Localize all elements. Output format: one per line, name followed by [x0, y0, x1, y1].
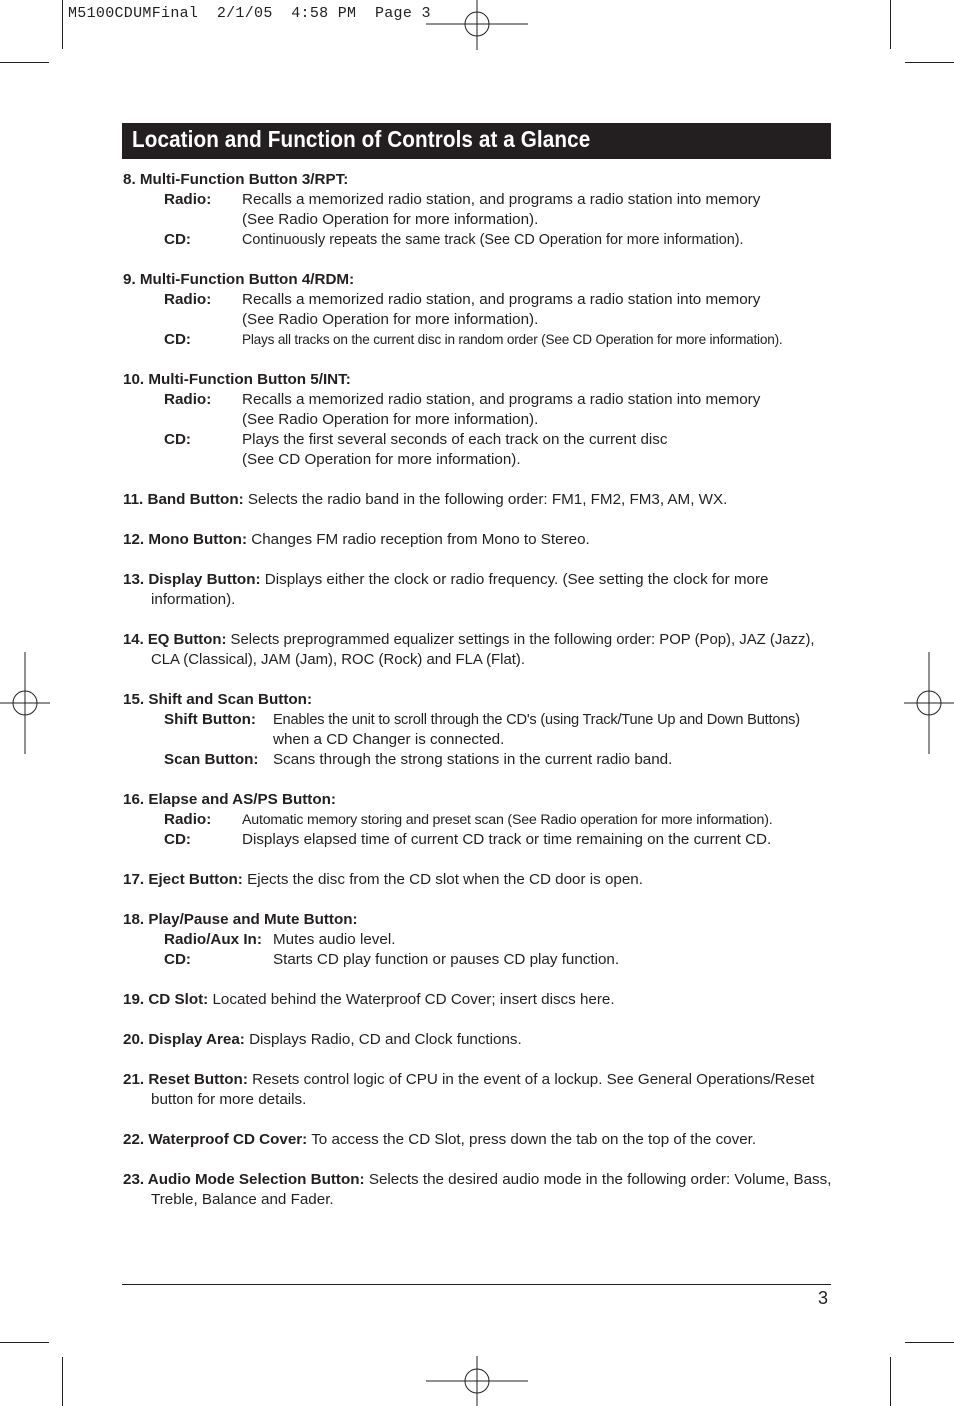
- row-text: [242, 830, 833, 850]
- list-item: [123, 1070, 833, 1110]
- crop-mark-tl-v: [62, 0, 63, 49]
- item-text: Ejects the disc from the CD slot when the CD door is open.: [247, 871, 643, 888]
- row-line: Recalls a memorized radio station, and programs a radio station into memory: [242, 191, 761, 208]
- crop-mark-bl-v: [62, 1357, 63, 1406]
- item-text: Selects preprogrammed equalizer settings in the following order: POP (Pop), JAZ (Jazz), CLA (Classical), JAM (Jam), ROC (Rock) and FLA (Flat).: [151, 632, 815, 668]
- item-row: [123, 190, 833, 230]
- item-text: Located behind the Waterproof CD Cover; insert discs here.: [212, 991, 615, 1008]
- crop-mark-bl-h: [0, 1342, 49, 1343]
- item-heading: 21. Reset Button:: [123, 1071, 248, 1088]
- list-item: [123, 870, 833, 890]
- page-title: Location and Function of Controls at a Glance: [132, 126, 591, 152]
- item-row: [123, 810, 833, 830]
- row-label: Radio:: [164, 291, 212, 308]
- row-text: [273, 950, 833, 970]
- row-line: Plays all tracks on the current disc in random order (See CD Operation for more information).: [242, 332, 783, 347]
- printer-slug: M5100CDUMFinal 2/1/05 4:58 PM Page 3: [68, 5, 431, 22]
- crop-mark-br-v: [890, 1357, 891, 1406]
- row-label: CD:: [164, 331, 191, 348]
- item-row: [123, 930, 833, 950]
- row-text: [242, 810, 833, 830]
- item-heading: 18. Play/Pause and Mute Button:: [123, 911, 358, 928]
- row-line: Starts CD play function or pauses CD play function.: [273, 951, 620, 968]
- list-item: [123, 370, 833, 470]
- item-heading: 11. Band Button:: [123, 491, 244, 508]
- row-line: Plays the first several seconds of each track on the current disc: [242, 431, 668, 448]
- list-item: [123, 1030, 833, 1050]
- row-line: when a CD Changer is connected.: [273, 731, 505, 748]
- crop-mark-br-h: [905, 1342, 954, 1343]
- list-item: [123, 1170, 833, 1210]
- item-row: [123, 710, 833, 750]
- row-text: [242, 330, 833, 350]
- list-item: [123, 530, 833, 550]
- item-heading: 12. Mono Button:: [123, 531, 248, 548]
- row-label: Radio:: [164, 391, 212, 408]
- list-item: [123, 690, 833, 770]
- item-heading: 17. Eject Button:: [123, 871, 243, 888]
- row-line: Scans through the strong stations in the current radio band.: [273, 751, 673, 768]
- row-line: (See CD Operation for more information).: [242, 451, 521, 468]
- registration-mark-right: [904, 652, 954, 754]
- row-label: CD:: [164, 431, 191, 448]
- row-label: Scan Button:: [164, 751, 259, 768]
- list-item: [123, 490, 833, 510]
- registration-mark-left: [0, 652, 50, 754]
- item-text: Changes FM radio reception from Mono to Stereo.: [251, 531, 590, 548]
- item-heading: 23. Audio Mode Selection Button:: [123, 1171, 365, 1188]
- row-label: Radio:: [164, 191, 212, 208]
- list-item: [123, 1130, 833, 1150]
- row-line: (See Radio Operation for more information).: [242, 311, 539, 328]
- row-text: [242, 290, 833, 330]
- item-heading: 8. Multi-Function Button 3/RPT:: [123, 171, 349, 188]
- row-line: Enables the unit to scroll through the CD's (using Track/Tune Up and Down Buttons): [273, 712, 800, 728]
- footer-rule: [122, 1284, 831, 1285]
- item-text: Resets control logic of CPU in the event of a lockup. See General Operations/Reset button for more details.: [151, 1071, 815, 1108]
- item-row: [123, 390, 833, 430]
- list-item: [123, 270, 833, 350]
- row-text: [273, 710, 833, 750]
- item-text: Selects the desired audio mode in the following order: Volume, Bass, Treble, Balance and Fader.: [151, 1171, 832, 1208]
- row-label: CD:: [164, 231, 191, 248]
- row-label: CD:: [164, 951, 191, 968]
- row-line: Automatic memory storing and preset scan (See Radio operation for more information).: [242, 812, 773, 828]
- item-row: [123, 230, 833, 250]
- crop-mark-tr-h: [905, 62, 954, 63]
- row-text: [242, 390, 833, 430]
- list-item: [123, 630, 833, 670]
- row-label: CD:: [164, 831, 191, 848]
- registration-mark-top: [426, 0, 528, 50]
- row-label: Shift Button:: [164, 711, 256, 728]
- item-row: [123, 830, 833, 850]
- row-text: [273, 930, 833, 950]
- item-heading: 10. Multi-Function Button 5/INT:: [123, 371, 351, 388]
- row-line: (See Radio Operation for more information).: [242, 211, 539, 228]
- row-text: [242, 190, 833, 230]
- row-line: (See Radio Operation for more information).: [242, 411, 539, 428]
- row-line: Recalls a memorized radio station, and programs a radio station into memory: [242, 291, 761, 308]
- item-heading: 14. EQ Button:: [123, 632, 227, 648]
- row-line: Continuously repeats the same track (See CD Operation for more information).: [242, 232, 744, 248]
- item-text: Displays either the clock or radio frequency. (See setting the clock for more information).: [151, 571, 769, 608]
- row-line: Recalls a memorized radio station, and programs a radio station into memory: [242, 391, 761, 408]
- row-text: [273, 750, 833, 770]
- item-heading: 9. Multi-Function Button 4/RDM:: [123, 271, 355, 288]
- item-row: [123, 950, 833, 970]
- row-line: Displays elapsed time of current CD track or time remaining on the current CD.: [242, 831, 772, 848]
- item-text: To access the CD Slot, press down the tab on the top of the cover.: [311, 1131, 757, 1148]
- controls-list: [123, 170, 833, 1230]
- list-item: [123, 910, 833, 970]
- section-title-bar: [122, 123, 831, 159]
- item-heading: 19. CD Slot:: [123, 991, 209, 1008]
- item-text: Selects the radio band in the following order: FM1, FM2, FM3, AM, WX.: [247, 491, 728, 508]
- item-heading: 15. Shift and Scan Button:: [123, 691, 313, 708]
- row-line: Mutes audio level.: [273, 931, 396, 948]
- list-item: [123, 570, 833, 610]
- registration-mark-bottom: [426, 1356, 528, 1406]
- list-item: [123, 990, 833, 1010]
- item-heading: 20. Display Area:: [123, 1031, 245, 1048]
- list-item: [123, 170, 833, 250]
- row-text: [242, 230, 833, 250]
- item-row: [123, 330, 833, 350]
- item-heading: 13. Display Button:: [123, 571, 261, 588]
- item-row: [123, 430, 833, 470]
- row-label: Radio:: [164, 811, 212, 828]
- row-label: Radio/Aux In:: [164, 931, 262, 948]
- crop-mark-tr-v: [890, 0, 891, 49]
- item-heading: 22. Waterproof CD Cover:: [123, 1131, 308, 1148]
- page-number: 3: [818, 1288, 829, 1308]
- crop-mark-tl-h: [0, 62, 49, 63]
- item-heading: 16. Elapse and AS/PS Button:: [123, 791, 336, 808]
- item-row: [123, 750, 833, 770]
- item-text: Displays Radio, CD and Clock functions.: [249, 1031, 522, 1048]
- item-row: [123, 290, 833, 330]
- list-item: [123, 790, 833, 850]
- row-text: [242, 430, 833, 470]
